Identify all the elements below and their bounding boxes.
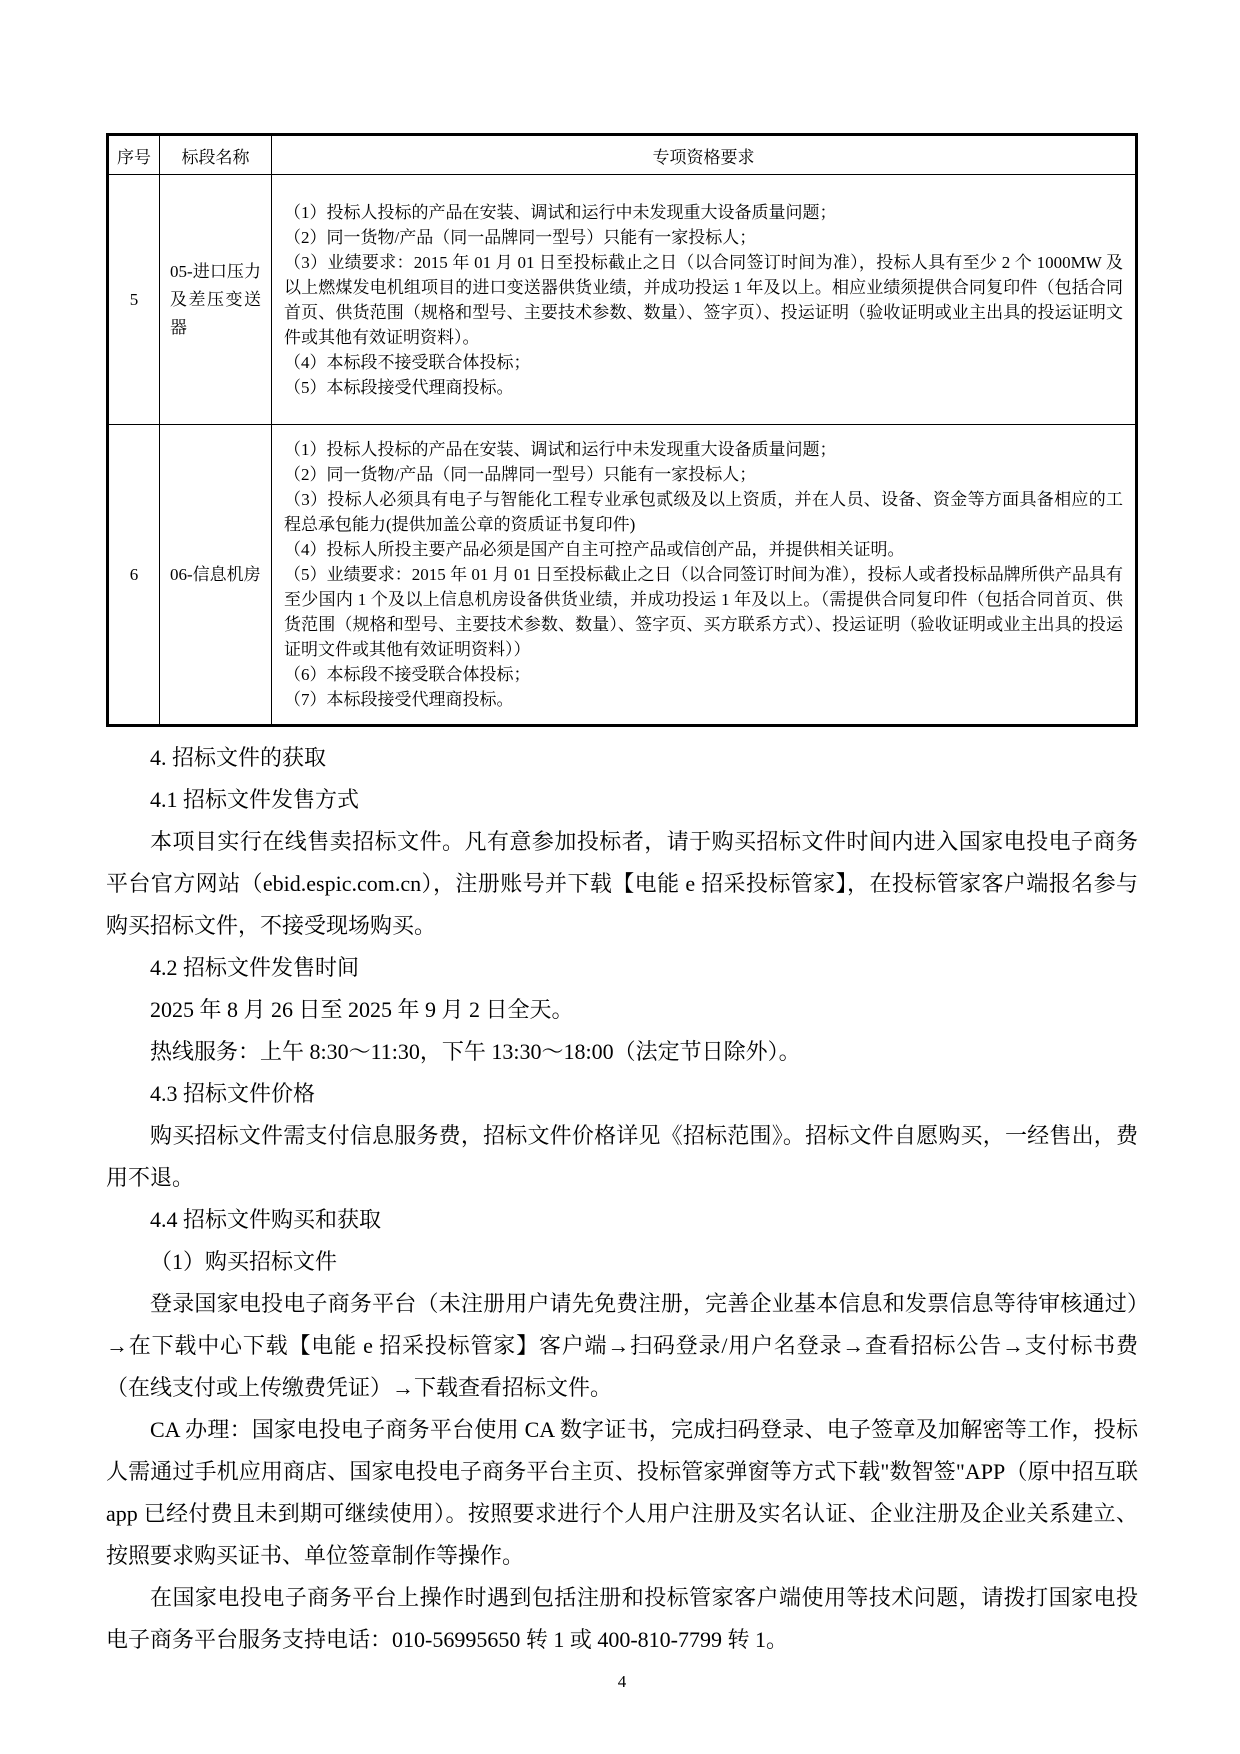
requirement-line: （7）本标段接受代理商投标。 [284,690,514,709]
paragraph: 本项目实行在线售卖招标文件。凡有意参加投标者，请于购买招标文件时间内进入国家电投电子商务平台官方网站（ebid.espic.com.cn），注册账号并下载【电能 e 招采投标管家】，在投标管家客户端报名参与购买招标文件，不接受现场购买。 [106,829,1138,938]
paragraph: 4.1 招标文件发售方式 [150,787,360,812]
paragraph: 4.4 招标文件购买和获取 [150,1207,382,1232]
col-header-requirements: 专项资格要求 [272,135,1137,175]
requirement-line: （5）本标段接受代理商投标。 [284,377,514,397]
paragraph: 4. 招标文件的获取 [150,745,327,770]
paragraph: 购买招标文件需支付信息服务费，招标文件价格详见《招标范围》。招标文件自愿购买，一经售出，费用不退。 [106,1123,1138,1190]
qualification-table-body [108,175,1137,726]
cell-section-name: 05-进口压力及差压变送器 [160,175,272,425]
col-header-no: 序号 [108,135,160,175]
paragraph: 热线服务：上午 8:30～11:30，下午 13:30～18:00（法定节日除外）。 [150,1039,801,1064]
table-header-row [108,135,1137,175]
table-row [108,425,1137,726]
paragraph: 登录国家电投电子商务平台（未注册用户请先免费注册，完善企业基本信息和发票信息等待审核通过）→在下载中心下载【电能 e 招采投标管家】客户端→扫码登录/用户名登录→查看招标公告→支付标书费（在线支付或上传缴费凭证）→下载查看招标文件。 [106,1291,1138,1400]
cell-requirements [272,175,1137,425]
qualification-table [106,133,1138,727]
cell-section-no: 6 [108,425,160,726]
requirement-line: （4）本标段不接受联合体投标； [284,352,531,372]
col-header-section: 标段名称 [160,135,272,175]
requirement-line: （1）投标人投标的产品在安装、调试和运行中未发现重大设备质量问题； [284,440,837,459]
requirement-line: （1）投标人投标的产品在安装、调试和运行中未发现重大设备质量问题； [284,202,837,222]
paragraph: 2025 年 8 月 26 日至 2025 年 9 月 2 日全天。 [150,997,574,1022]
paragraph: CA 办理：国家电投电子商务平台使用 CA 数字证书，完成扫码登录、电子签章及加解密等工作，投标人需通过手机应用商店、国家电投电子商务平台主页、投标管家弹窗等方式下载"数智签"APP（原中招互联 app 已经付费且未到期可继续使用）。按照要求进行个人用户注册及实名认证、企业注册及企业关系建立、按照要求购买证书、单位签章制作等操作。 [106,1417,1138,1568]
requirement-line: （2）同一货物/产品（同一品牌同一型号）只能有一家投标人； [284,227,757,247]
requirement-line: （3）投标人必须具有电子与智能化工程专业承包贰级及以上资质，并在人员、设备、资金等方面具备相应的工程总承包能力(提供加盖公章的资质证书复印件) [284,490,1123,534]
cell-section-no: 5 [108,175,160,425]
page-number: 4 [617,1672,627,1691]
paragraph: 4.3 招标文件价格 [150,1081,316,1106]
paragraph: （1）购买招标文件 [150,1249,338,1274]
cell-requirements [272,425,1137,726]
cell-section-name: 06-信息机房 [160,425,272,726]
requirement-line: （3）业绩要求：2015 年 01 月 01 日至投标截止之日（以合同签订时间为准），投标人具有至少 2 个 1000MW 及以上燃煤发电机组项目的进口变送器供货业绩，并成功投运 1 年及以上。相应业绩须提供合同复印件（包括合同首页、供货范围（规格和型号、主要技术参数、数量）、签字页）、投运证明（验收证明或业主出具的投运证明文件或其他有效证明资料）。 [284,252,1123,347]
requirement-line: （5）业绩要求：2015 年 01 月 01 日至投标截止之日（以合同签订时间为准），投标人或者投标品牌所供产品具有至少国内 1 个及以上信息机房设备供货业绩，并成功投运 1 年及以上。（需提供合同复印件（包括合同首页、供货范围（规格和型号、主要技术参数、数量）、签字页、买方联系方式）、投运证明（验收证明或业主出具的投运证明文件或其他有效证明资料）） [284,565,1123,659]
requirement-line: （6）本标段不接受联合体投标； [284,665,531,684]
paragraph: 在国家电投电子商务平台上操作时遇到包括注册和投标管家客户端使用等技术问题，请拨打国家电投电子商务平台服务支持电话：010-56995650 转 1 或 400-810-7799 转 1。 [106,1585,1138,1652]
paragraph: 4.2 招标文件发售时间 [150,955,360,980]
table-row [108,175,1137,425]
document-body [106,737,1138,1661]
requirement-line: （4）投标人所投主要产品必须是国产自主可控产品或信创产品，并提供相关证明。 [284,540,905,559]
requirement-line: （2）同一货物/产品（同一品牌同一型号）只能有一家投标人； [284,465,757,484]
